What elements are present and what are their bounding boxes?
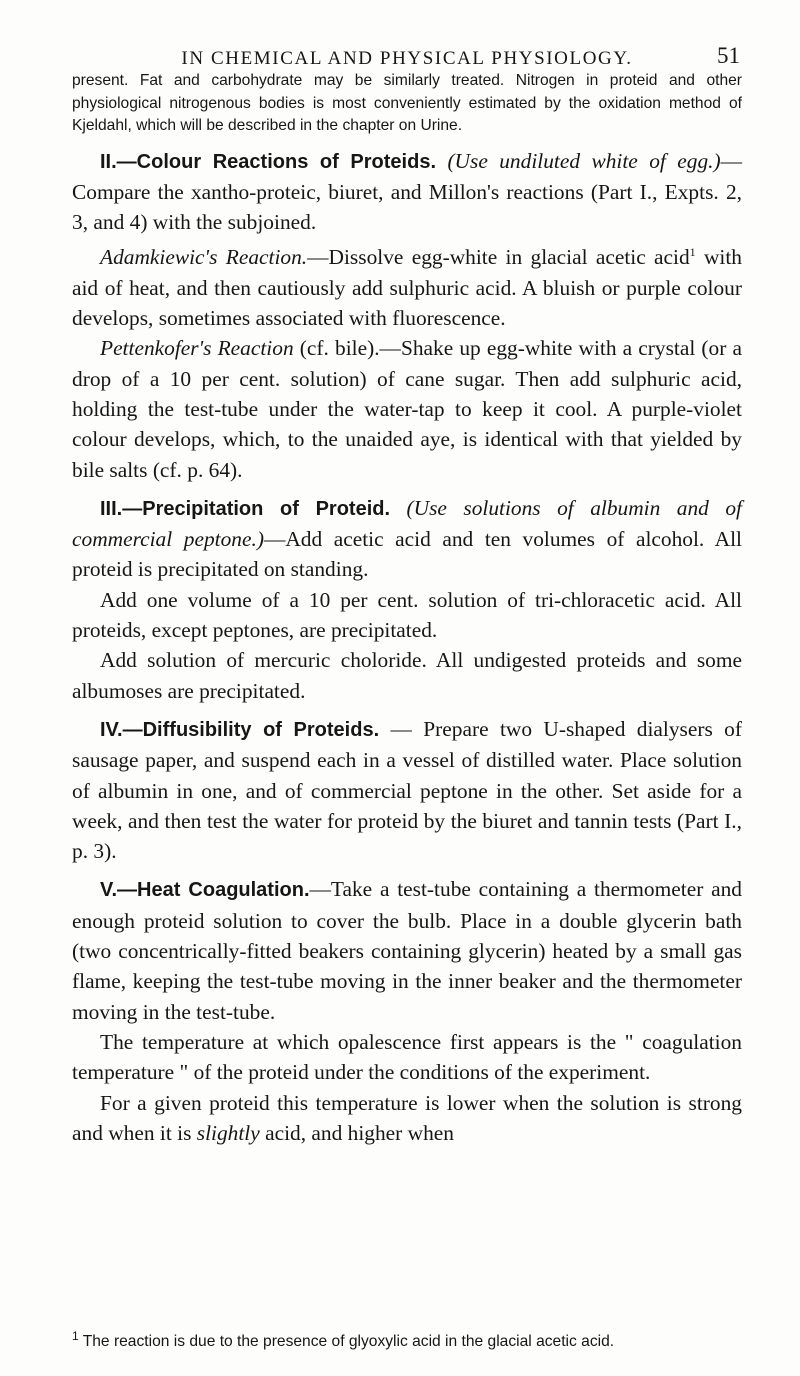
page-number: 51 [717,43,740,68]
pettenkofer-title: Pettenkofer's Reaction [100,336,294,361]
section-5-paragraph [72,874,742,1026]
section-5-p3-italic: slightly [196,1120,260,1145]
running-title: IN CHEMICAL AND PHYSICAL PHYSIOLOGY. [181,48,633,69]
section-4-paragraph [72,714,742,866]
section-5-paragraph-3 [72,1088,742,1149]
pettenkofer-text-a: —Shake up egg-white with a crystal (or a drop of a 10 per cent. solution) of cane sugar. Then add sulphuric acid, holding the test-tube under the water-tap to keep it cool. A purple-violet colour develops, which, to the unaided aye, is identical with that yielded by bile salts [72,336,742,482]
section-3-paragraph [72,493,742,585]
section-3-paragraph-2: Add one volume of a 10 per cent. solution of tri-chloracetic acid. All proteids, except peptones, are precipitated. [72,587,742,643]
section-2-text: —Compare the xantho-proteic, biuret, and Millon's reactions (Part I., Expts. 2, 3, and 4) with the subjoined. [72,148,743,235]
pettenkofer-cf: (cf. bile). [299,336,380,361]
section-2-heading: II.—Colour Reactions of Proteids. [100,150,437,173]
section-3-note: (Use solutions of albumin and of commercial peptone.) [72,495,742,552]
adamkiewic-text-b: with aid of heat, and then cautiously add sulphuric acid. A bluish or purple colour develops, sometimes associated with fluorescence. [72,245,742,331]
adamkiewic-title: Adamkiewic's Reaction. [100,245,308,270]
section-3-paragraph-3: Add solution of mercuric choloride. All undigested proteids and some albumoses are precipitated. [72,648,742,703]
section-5-p3-a: For a given proteid this temperature is lower when the solution is strong and when it is [72,1090,742,1145]
intro-paragraph: present. Fat and carbohydrate may be similarly treated. Nitrogen in proteid and other physiological nitrogenous bodies is most conveniently estimated by the oxidation method of Kjeldahl, which will be described in the chapter on Urine. [72,72,742,134]
section-4-heading: IV.—Diffusibility of Proteids. [100,718,380,741]
section-2-note: (Use undiluted white of egg.) [447,148,721,173]
section-5-paragraph-2: The temperature at which opalescence first appears is the " coagulation temperature " of the proteid under the conditions of the experiment. [72,1029,742,1085]
section-5-p3-b: acid, and higher when [259,1120,454,1145]
section-5-text: —Take a test-tube containing a thermometer and enough proteid solution to cover the bulb. Place in a double glycerin bath (two concentrically-fitted beakers containing glycerin) heated by a small gas flame, keeping the test-tube moving in the inner beaker and the thermometer moving in the test-tube. [72,877,742,1024]
footnote [72,1329,742,1351]
adamkiewic-paragraph [72,237,742,333]
section-3-text: —Add acetic acid and ten volumes of alcohol. All proteid is precipitated on standing. [72,527,742,582]
section-3-heading: III.—Precipitation of Proteid. [100,497,391,520]
footnote-mark: 1 [72,1329,79,1343]
section-4-text: — Prepare two U-shaped dialysers of sausage paper, and suspend each in a vessel of distilled water. Place solution of albumin in one, and of commercial peptone in the other. Set aside for a week, and then test the water for proteid by the biuret and tannin tests (Part I., p. 3). [72,716,742,864]
footnote-text: The reaction is due to the presence of glyoxylic acid in the glacial acetic acid. [78,1333,615,1351]
section-2-paragraph [72,146,742,238]
footnote-reference: 1 [689,245,696,260]
body-text [72,146,742,1149]
pettenkofer-paragraph [72,333,742,484]
pettenkofer-cf-2: (cf. [152,457,182,482]
adamkiewic-text-a: —Dissolve egg-white in glacial acetic acid [307,245,690,270]
pettenkofer-text-b: p. 64). [181,457,243,482]
section-5-heading: V.—Heat Coagulation. [100,879,310,902]
running-head [72,0,742,70]
